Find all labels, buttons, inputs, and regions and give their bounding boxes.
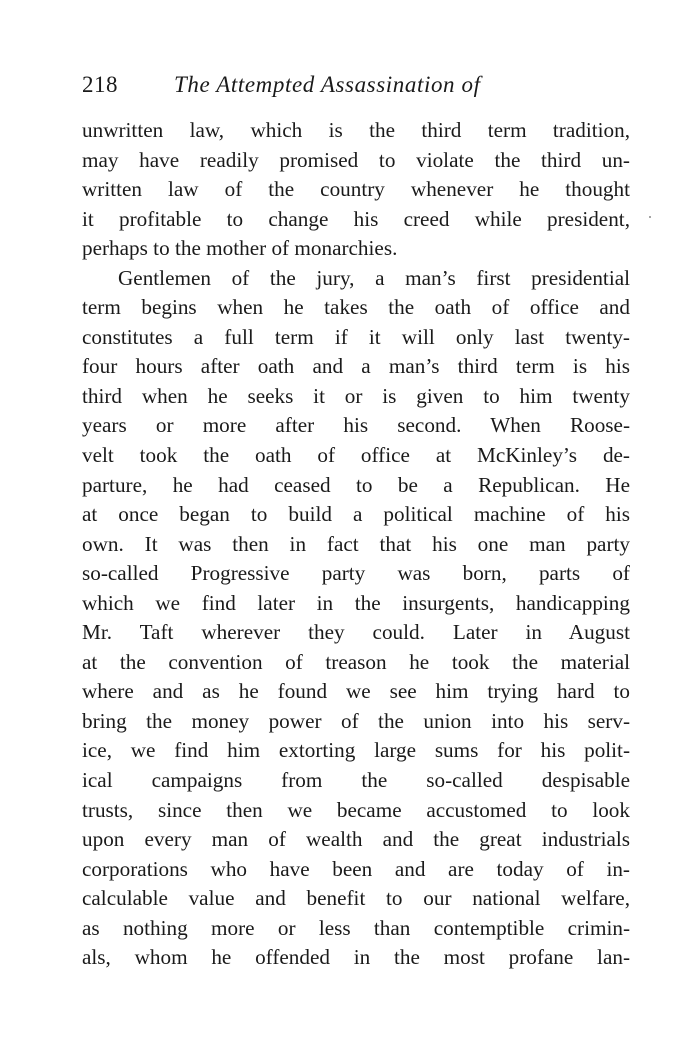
text-line: so-called Progressive party was born, parts of xyxy=(82,561,630,586)
text-line: Mr. Taft wherever they could. Later in August xyxy=(82,620,630,645)
text-line: years or more after his second. When Roose- xyxy=(82,413,630,438)
text-line: velt took the oath of office at McKinley’s de- xyxy=(82,443,630,468)
print-speck xyxy=(649,216,651,218)
text-line: own. It was then in fact that his one man party xyxy=(82,531,630,556)
text-line: calculable value and benefit to our national welfare, xyxy=(82,886,630,911)
text-line: bring the money power of the union into his serv- xyxy=(82,708,630,733)
text-line: written law of the country whenever he thought xyxy=(82,177,630,202)
text-line: constitutes a full term if it will only last twenty- xyxy=(82,324,630,349)
text-line: als, whom he offended in the most profane lan- xyxy=(82,945,630,970)
text-line: term begins when he takes the oath of office and xyxy=(82,295,630,320)
page-number: 218 xyxy=(82,72,118,97)
running-title: The Attempted Assassination of xyxy=(174,72,481,97)
text-line: perhaps to the mother of monarchies. xyxy=(82,236,398,261)
text-line: it profitable to change his creed while president, xyxy=(82,206,630,231)
text-line: trusts, since then we became accustomed to look xyxy=(82,797,630,822)
text-line: ice, we find him extorting large sums for his polit- xyxy=(82,738,630,763)
text-line: unwritten law, which is the third term tradition, xyxy=(82,118,630,142)
text-line: may have readily promised to violate the third un- xyxy=(82,147,630,172)
text-line: where and as he found we see him trying hard to xyxy=(82,679,630,704)
text-line: parture, he had ceased to be a Republican. He xyxy=(82,472,630,497)
text-line: corporations who have been and are today of in- xyxy=(82,856,630,881)
text-line: upon every man of wealth and the great industrials xyxy=(82,827,630,852)
text-line: four hours after oath and a man’s third term is his xyxy=(82,354,630,379)
text-line: which we find later in the insurgents, handicapping xyxy=(82,590,630,615)
text-line: ical campaigns from the so-called despisable xyxy=(82,768,630,793)
running-head xyxy=(82,70,642,100)
text-line: at once began to build a political machine of his xyxy=(82,502,630,527)
text-line: at the convention of treason he took the material xyxy=(82,649,630,674)
body-text xyxy=(82,116,630,973)
text-line: Gentlemen of the jury, a man’s first presidential xyxy=(118,265,630,290)
text-line: third when he seeks it or is given to him twenty xyxy=(82,383,630,408)
text-line: as nothing more or less than contemptible crimin- xyxy=(82,915,630,940)
